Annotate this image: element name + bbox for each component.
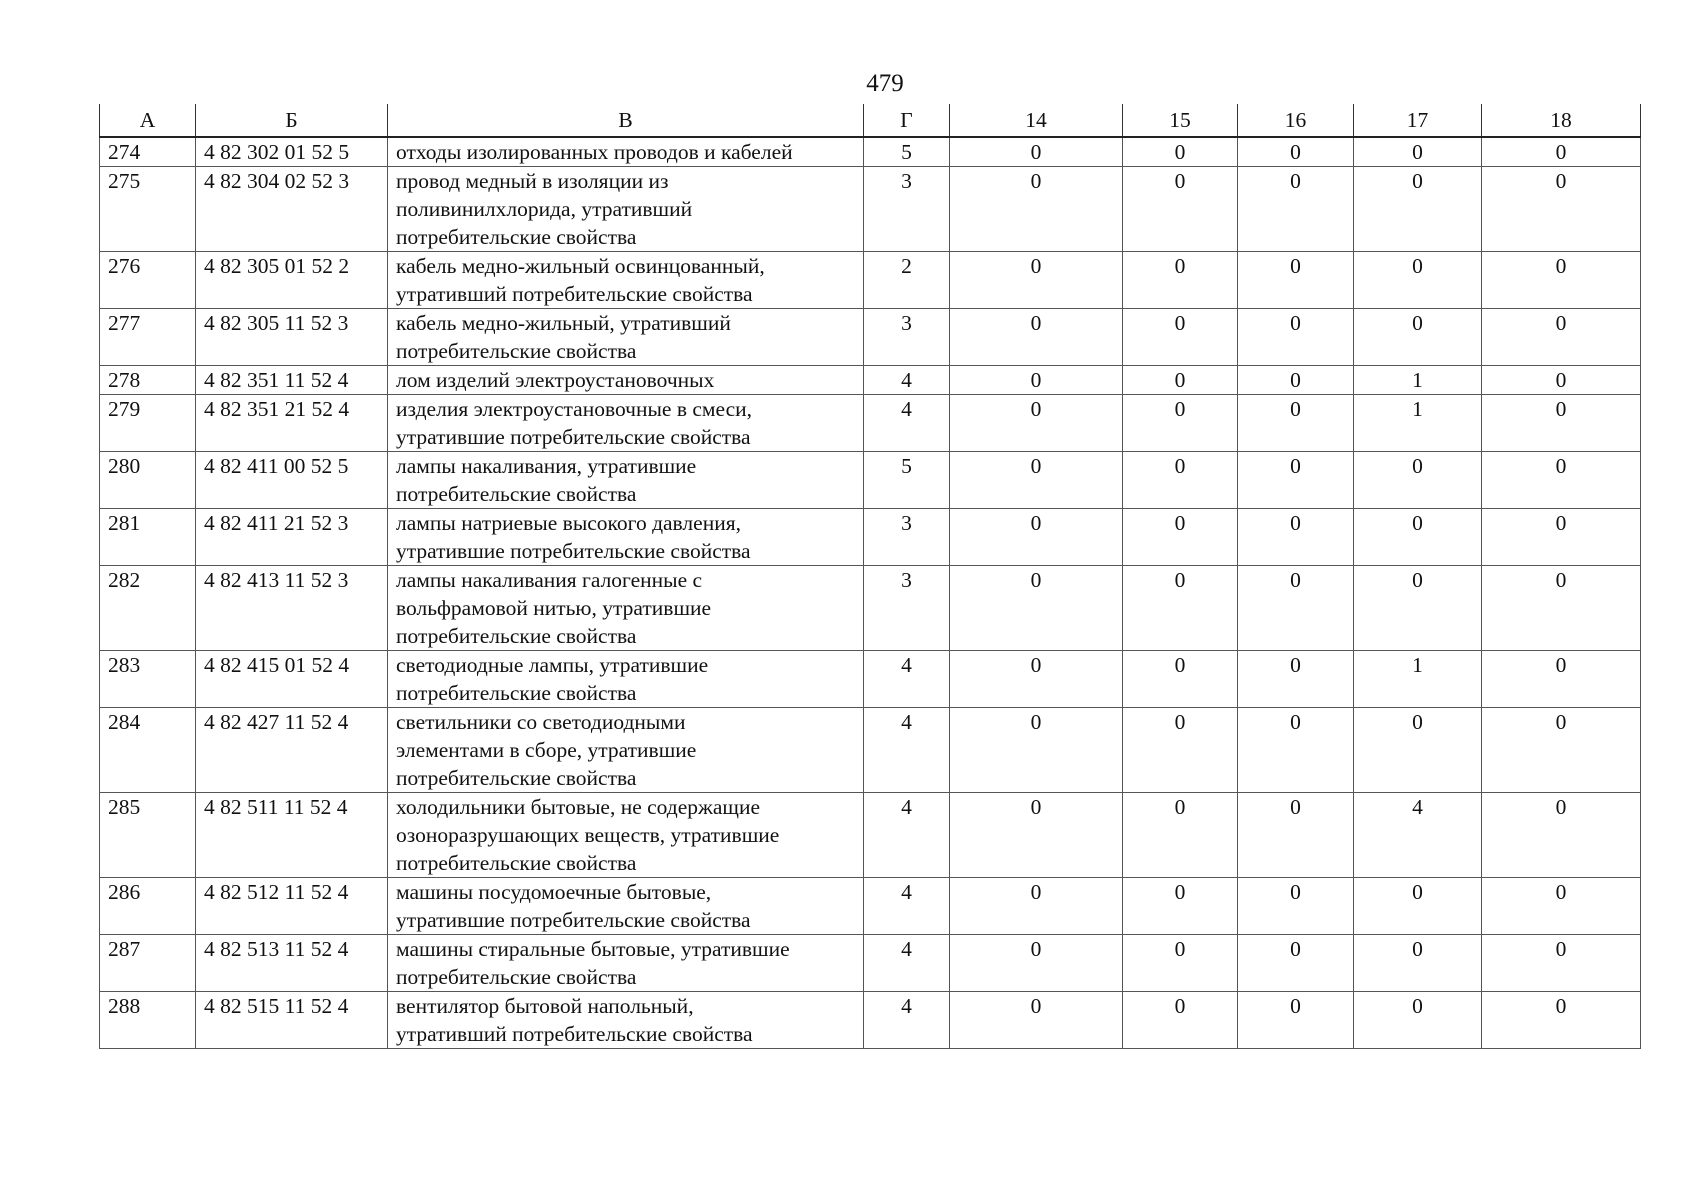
value-16-cell: 0 (1238, 252, 1354, 309)
header-col-g: Г (864, 104, 950, 137)
waste-name-cell (388, 167, 864, 252)
waste-name-line: утратившие потребительские свойства (396, 908, 751, 932)
header-col-v: В (388, 104, 864, 137)
row-number-cell: 277 (100, 309, 196, 366)
hazard-class-cell: 3 (864, 309, 950, 366)
waste-name-line: потребительские свойства (396, 681, 637, 705)
waste-name-line: потребительские свойства (396, 965, 637, 989)
row-number-cell: 283 (100, 651, 196, 708)
waste-name-line: утратившие потребительские свойства (396, 539, 751, 563)
table-header (100, 104, 1641, 137)
hazard-class-cell: 4 (864, 793, 950, 878)
table-row (100, 935, 1641, 992)
waste-name-line: лампы накаливания, утратившие (396, 454, 697, 478)
table-row (100, 651, 1641, 708)
hazard-class-cell: 4 (864, 708, 950, 793)
hazard-class-cell: 4 (864, 992, 950, 1049)
waste-name-line: светодиодные лампы, утратившие (396, 653, 709, 677)
value-18-cell: 0 (1482, 878, 1641, 935)
value-17-cell: 0 (1354, 252, 1482, 309)
value-17-cell: 0 (1354, 167, 1482, 252)
hazard-class-cell: 3 (864, 509, 950, 566)
value-18-cell: 0 (1482, 395, 1641, 452)
header-col-a: А (100, 104, 196, 137)
row-number-cell: 286 (100, 878, 196, 935)
hazard-class-cell: 3 (864, 167, 950, 252)
row-number-cell: 282 (100, 566, 196, 651)
table-row (100, 252, 1641, 309)
value-18-cell: 0 (1482, 252, 1641, 309)
value-15-cell: 0 (1123, 935, 1238, 992)
value-17-cell: 0 (1354, 935, 1482, 992)
table-row (100, 137, 1641, 167)
row-number-cell: 284 (100, 708, 196, 793)
waste-code-cell: 4 82 304 02 52 3 (196, 167, 388, 252)
value-18-cell: 0 (1482, 309, 1641, 366)
value-17-cell: 0 (1354, 708, 1482, 793)
waste-name-cell (388, 137, 864, 167)
table-row (100, 793, 1641, 878)
waste-name-cell (388, 566, 864, 651)
waste-name-cell (388, 366, 864, 395)
hazard-class-cell: 4 (864, 395, 950, 452)
value-17-cell: 0 (1354, 992, 1482, 1049)
value-15-cell: 0 (1123, 509, 1238, 566)
value-15-cell: 0 (1123, 452, 1238, 509)
row-number-cell: 280 (100, 452, 196, 509)
page-number: 479 (866, 70, 904, 97)
waste-name-cell (388, 793, 864, 878)
value-14-cell: 0 (950, 651, 1123, 708)
waste-name-line: потребительские свойства (396, 225, 637, 249)
value-15-cell: 0 (1123, 167, 1238, 252)
waste-code-cell: 4 82 427 11 52 4 (196, 708, 388, 793)
waste-name-line: потребительские свойства (396, 851, 637, 875)
waste-name-cell (388, 509, 864, 566)
waste-name-line: кабель медно-жильный, утративший (396, 311, 731, 335)
waste-name-line: утративший потребительские свойства (396, 282, 753, 306)
hazard-class-cell: 4 (864, 878, 950, 935)
value-14-cell: 0 (950, 566, 1123, 651)
waste-code-cell: 4 82 515 11 52 4 (196, 992, 388, 1049)
value-18-cell: 0 (1482, 708, 1641, 793)
value-15-cell: 0 (1123, 651, 1238, 708)
hazard-class-cell: 2 (864, 252, 950, 309)
waste-code-cell: 4 82 411 00 52 5 (196, 452, 388, 509)
value-18-cell: 0 (1482, 566, 1641, 651)
hazard-class-cell: 4 (864, 366, 950, 395)
value-16-cell: 0 (1238, 167, 1354, 252)
waste-name-line: вольфрамовой нитью, утратившие (396, 596, 712, 620)
value-18-cell: 0 (1482, 167, 1641, 252)
waste-name-line: потребительские свойства (396, 624, 637, 648)
value-15-cell: 0 (1123, 992, 1238, 1049)
value-17-cell: 0 (1354, 509, 1482, 566)
waste-name-line: изделия электроустановочные в смеси, (396, 397, 753, 421)
waste-name-line: элементами в сборе, утратившие (396, 738, 697, 762)
waste-name-line: поливинилхлорида, утративший (396, 197, 693, 221)
value-15-cell: 0 (1123, 309, 1238, 366)
waste-name-cell (388, 309, 864, 366)
table-row (100, 992, 1641, 1049)
value-17-cell: 0 (1354, 137, 1482, 167)
value-15-cell: 0 (1123, 878, 1238, 935)
value-16-cell: 0 (1238, 651, 1354, 708)
waste-code-cell: 4 82 305 01 52 2 (196, 252, 388, 309)
value-18-cell: 0 (1482, 651, 1641, 708)
value-14-cell: 0 (950, 252, 1123, 309)
waste-code-cell: 4 82 413 11 52 3 (196, 566, 388, 651)
value-15-cell: 0 (1123, 793, 1238, 878)
waste-code-cell: 4 82 511 11 52 4 (196, 793, 388, 878)
waste-table (99, 104, 1641, 1049)
value-16-cell: 0 (1238, 878, 1354, 935)
waste-code-cell: 4 82 305 11 52 3 (196, 309, 388, 366)
waste-name-cell (388, 252, 864, 309)
value-17-cell: 1 (1354, 651, 1482, 708)
value-18-cell: 0 (1482, 366, 1641, 395)
waste-name-line: провод медный в изоляции из (396, 169, 669, 193)
value-14-cell: 0 (950, 878, 1123, 935)
waste-name-line: озоноразрушающих веществ, утратившие (396, 823, 780, 847)
value-18-cell: 0 (1482, 509, 1641, 566)
value-14-cell: 0 (950, 452, 1123, 509)
row-number-cell: 274 (100, 137, 196, 167)
value-16-cell: 0 (1238, 452, 1354, 509)
value-16-cell: 0 (1238, 137, 1354, 167)
row-number-cell: 278 (100, 366, 196, 395)
waste-name-line: светильники со светодиодными (396, 710, 686, 734)
value-17-cell: 1 (1354, 366, 1482, 395)
waste-name-line: вентилятор бытовой напольный, (396, 994, 694, 1018)
table-row (100, 452, 1641, 509)
value-18-cell: 0 (1482, 793, 1641, 878)
value-15-cell: 0 (1123, 366, 1238, 395)
table-body (100, 137, 1641, 1049)
hazard-class-cell: 5 (864, 137, 950, 167)
value-16-cell: 0 (1238, 395, 1354, 452)
waste-name-line: лампы натриевые высокого давления, (396, 511, 741, 535)
value-16-cell: 0 (1238, 366, 1354, 395)
table-row (100, 878, 1641, 935)
waste-name-cell (388, 452, 864, 509)
table-row (100, 366, 1641, 395)
waste-name-line: лом изделий электроустановочных (396, 368, 715, 392)
waste-code-cell: 4 82 513 11 52 4 (196, 935, 388, 992)
hazard-class-cell: 4 (864, 651, 950, 708)
hazard-class-cell: 3 (864, 566, 950, 651)
table-row (100, 309, 1641, 366)
waste-code-cell: 4 82 512 11 52 4 (196, 878, 388, 935)
value-14-cell: 0 (950, 509, 1123, 566)
waste-name-line: утратившие потребительские свойства (396, 425, 751, 449)
waste-name-line: потребительские свойства (396, 339, 637, 363)
waste-name-cell (388, 935, 864, 992)
value-17-cell: 1 (1354, 395, 1482, 452)
waste-name-cell (388, 878, 864, 935)
hazard-class-cell: 5 (864, 452, 950, 509)
row-number-cell: 285 (100, 793, 196, 878)
waste-code-cell: 4 82 351 21 52 4 (196, 395, 388, 452)
table-row (100, 708, 1641, 793)
value-14-cell: 0 (950, 992, 1123, 1049)
waste-name-line: холодильники бытовые, не содержащие (396, 795, 761, 819)
waste-name-cell (388, 708, 864, 793)
waste-name-line: машины посудомоечные бытовые, (396, 880, 712, 904)
waste-code-cell: 4 82 411 21 52 3 (196, 509, 388, 566)
value-14-cell: 0 (950, 167, 1123, 252)
waste-code-cell: 4 82 351 11 52 4 (196, 366, 388, 395)
waste-name-line: утративший потребительские свойства (396, 1022, 753, 1046)
value-16-cell: 0 (1238, 935, 1354, 992)
value-14-cell: 0 (950, 137, 1123, 167)
header-col-18: 18 (1482, 104, 1641, 137)
value-17-cell: 0 (1354, 878, 1482, 935)
waste-name-cell (388, 395, 864, 452)
table-row (100, 395, 1641, 452)
waste-name-cell (388, 651, 864, 708)
value-14-cell: 0 (950, 395, 1123, 452)
header-col-15: 15 (1123, 104, 1238, 137)
value-18-cell: 0 (1482, 992, 1641, 1049)
row-number-cell: 281 (100, 509, 196, 566)
value-15-cell: 0 (1123, 252, 1238, 309)
value-14-cell: 0 (950, 935, 1123, 992)
row-number-cell: 287 (100, 935, 196, 992)
waste-name-line: потребительские свойства (396, 482, 637, 506)
value-17-cell: 0 (1354, 452, 1482, 509)
value-17-cell: 0 (1354, 566, 1482, 651)
row-number-cell: 279 (100, 395, 196, 452)
value-16-cell: 0 (1238, 566, 1354, 651)
table-row (100, 509, 1641, 566)
table-row (100, 566, 1641, 651)
value-15-cell: 0 (1123, 137, 1238, 167)
waste-name-line: машины стиральные бытовые, утратившие (396, 937, 790, 961)
value-16-cell: 0 (1238, 708, 1354, 793)
header-col-14: 14 (950, 104, 1123, 137)
value-15-cell: 0 (1123, 708, 1238, 793)
value-16-cell: 0 (1238, 309, 1354, 366)
value-18-cell: 0 (1482, 137, 1641, 167)
header-col-17: 17 (1354, 104, 1482, 137)
row-number-cell: 275 (100, 167, 196, 252)
value-14-cell: 0 (950, 708, 1123, 793)
value-16-cell: 0 (1238, 793, 1354, 878)
waste-name-line: кабель медно-жильный освинцованный, (396, 254, 765, 278)
value-16-cell: 0 (1238, 992, 1354, 1049)
value-18-cell: 0 (1482, 935, 1641, 992)
value-16-cell: 0 (1238, 509, 1354, 566)
waste-name-line: лампы накаливания галогенные с (396, 568, 703, 592)
value-15-cell: 0 (1123, 395, 1238, 452)
hazard-class-cell: 4 (864, 935, 950, 992)
value-15-cell: 0 (1123, 566, 1238, 651)
value-14-cell: 0 (950, 793, 1123, 878)
value-17-cell: 0 (1354, 309, 1482, 366)
waste-code-cell: 4 82 302 01 52 5 (196, 137, 388, 167)
header-col-16: 16 (1238, 104, 1354, 137)
row-number-cell: 288 (100, 992, 196, 1049)
table-row (100, 167, 1641, 252)
waste-name-cell (388, 992, 864, 1049)
value-18-cell: 0 (1482, 452, 1641, 509)
header-col-b: Б (196, 104, 388, 137)
waste-name-line: отходы изолированных проводов и кабелей (396, 140, 793, 164)
value-17-cell: 4 (1354, 793, 1482, 878)
waste-name-line: потребительские свойства (396, 766, 637, 790)
value-14-cell: 0 (950, 366, 1123, 395)
value-14-cell: 0 (950, 309, 1123, 366)
row-number-cell: 276 (100, 252, 196, 309)
waste-code-cell: 4 82 415 01 52 4 (196, 651, 388, 708)
